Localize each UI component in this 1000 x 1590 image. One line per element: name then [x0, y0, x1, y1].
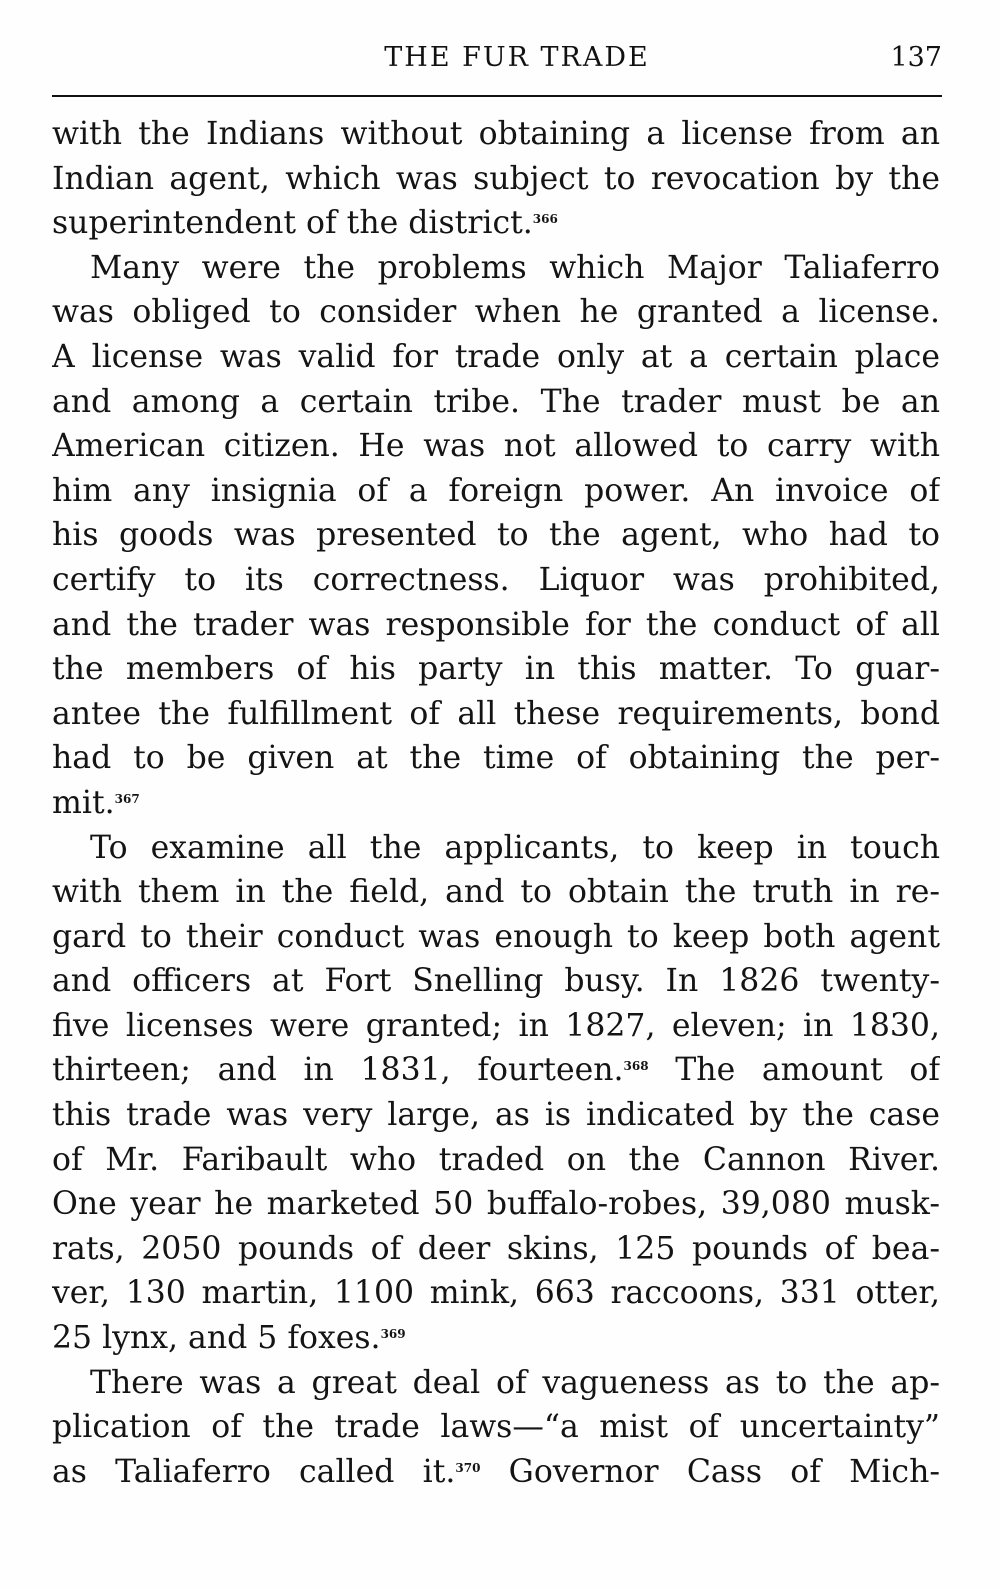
footnote-ref: 366	[532, 212, 558, 227]
text-line	[52, 870, 940, 915]
line-text: To examine all the applicants, to keep in touch	[90, 829, 940, 866]
text-line	[52, 335, 940, 380]
text-line	[52, 1361, 940, 1406]
line-text: with them in the field, and to obtain the truth in re-	[52, 874, 940, 911]
line-text: this trade was very large, as is indicated by the case	[52, 1097, 940, 1134]
line-text: ver, 130 martin, 1100 mink, 663 raccoons, 331 otter,	[52, 1275, 940, 1312]
body-text	[52, 112, 940, 1494]
footnote-ref: 369	[380, 1327, 406, 1342]
text-line	[52, 424, 940, 469]
text-line	[52, 1450, 940, 1495]
text-line	[52, 1048, 940, 1093]
line-text: thirteen; and in 1831, fourteen.	[52, 1052, 624, 1089]
line-text: Many were the problems which Major Taliaferro	[90, 249, 940, 286]
line-text: five licenses were granted; in 1827, eleven; in 1830,	[52, 1007, 940, 1044]
line-text: Indian agent, which was subject to revocation by the	[52, 160, 940, 197]
text-line	[52, 1316, 940, 1361]
footnote-ref: 370	[455, 1460, 481, 1475]
text-line	[52, 246, 940, 291]
line-text-tail: Governor Cass of Mich-	[480, 1453, 940, 1490]
line-text: was obliged to consider when he granted a license.	[52, 294, 940, 331]
line-text: certify to its correctness. Liquor was prohibited,	[52, 561, 940, 598]
line-text: American citizen. He was not allowed to carry with	[52, 428, 940, 465]
text-line	[52, 915, 940, 960]
header-rule	[52, 95, 942, 97]
line-text: mit.	[52, 784, 115, 821]
text-line	[52, 781, 940, 826]
line-text: the members of his party in this matter. To guar-	[52, 651, 940, 688]
line-text: as Taliaferro called it.	[52, 1453, 456, 1490]
line-text: his goods was presented to the agent, who had to	[52, 517, 940, 554]
line-text: rats, 2050 pounds of deer skins, 125 pounds of bea-	[52, 1230, 940, 1267]
text-line	[52, 1405, 940, 1450]
text-line	[52, 692, 940, 737]
text-line	[52, 959, 940, 1004]
line-text: plication of the trade laws—“a mist of uncertainty”	[52, 1409, 940, 1446]
text-line	[52, 647, 940, 692]
line-text: had to be given at the time of obtaining the per-	[52, 740, 940, 777]
text-line	[52, 112, 940, 157]
text-line	[52, 736, 940, 781]
line-text: 25 lynx, and 5 foxes.	[52, 1320, 381, 1357]
line-text: him any insignia of a foreign power. An invoice of	[52, 472, 940, 509]
line-text: antee the fulfillment of all these requirements, bond	[52, 695, 940, 732]
line-text: and the trader was responsible for the conduct of all	[52, 606, 940, 643]
text-line	[52, 157, 940, 202]
line-text: and among a certain tribe. The trader must be an	[52, 383, 940, 420]
line-text: gard to their conduct was enough to keep both agent	[52, 918, 940, 955]
page-number: 137	[890, 42, 942, 73]
line-text: superintendent of the district.	[52, 205, 533, 242]
text-line	[52, 469, 940, 514]
text-line	[52, 201, 940, 246]
text-line	[52, 290, 940, 335]
text-line	[52, 1182, 940, 1227]
text-line	[52, 826, 940, 871]
text-line	[52, 603, 940, 648]
footnote-ref: 367	[114, 791, 140, 806]
text-line	[52, 1271, 940, 1316]
footnote-ref: 368	[623, 1059, 649, 1074]
line-text: with the Indians without obtaining a license from an	[52, 116, 940, 152]
text-line	[52, 1138, 940, 1183]
text-line	[52, 558, 940, 603]
line-text: A license was valid for trade only at a certain place	[52, 338, 940, 375]
text-line	[52, 380, 940, 425]
line-text: One year he marketed 50 buffalo-robes, 39,080 musk-	[52, 1186, 940, 1223]
text-line	[52, 1004, 940, 1049]
line-text-tail: The amount of	[648, 1052, 940, 1089]
line-text: and officers at Fort Snelling busy. In 1826 twenty-	[52, 963, 940, 1000]
text-line	[52, 1227, 940, 1272]
text-line	[52, 513, 940, 558]
running-title: THE FUR TRADE	[384, 42, 650, 73]
line-text: There was a great deal of vagueness as to the ap-	[90, 1364, 940, 1401]
text-line	[52, 1093, 940, 1138]
line-text: of Mr. Faribault who traded on the Cannon River.	[52, 1141, 940, 1178]
running-header	[52, 40, 942, 80]
